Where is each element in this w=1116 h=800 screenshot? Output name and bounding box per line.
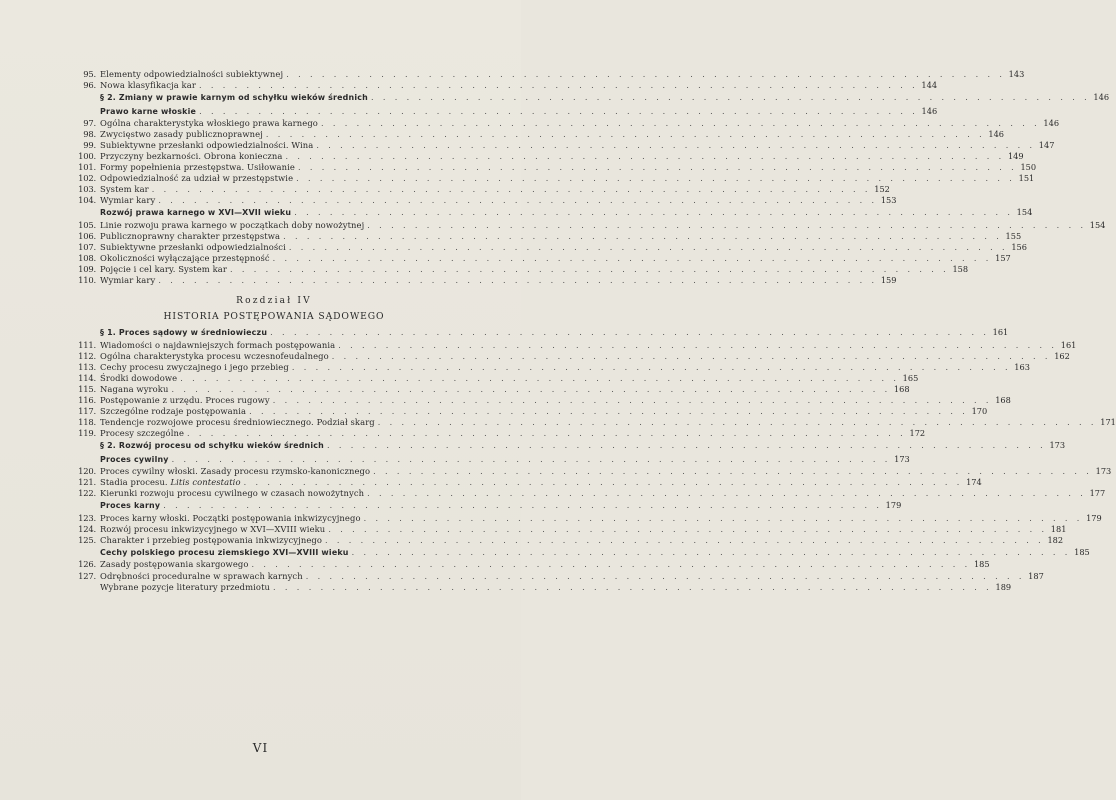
entry-title: Ogólna charakterystyka procesu wczesnofeudalnego [100,350,329,361]
page-reference: 146 [1093,92,1110,103]
page-reference: 150 [1020,162,1037,173]
page-reference: 152 [874,184,890,195]
page-reference: 146 [1043,118,1060,129]
dot-leader [199,105,918,119]
dot-leader [249,406,968,417]
page-reference: 173 [894,453,910,464]
entry-number: 100. [78,151,96,162]
page-reference: 168 [893,383,910,394]
page-reference: 174 [966,477,982,488]
toc-entry-row [78,184,890,195]
dot-leader [364,513,1083,524]
entry-number: 96. [83,80,96,91]
page-reference: 157 [995,253,1011,264]
toc-entry-row [78,195,897,206]
page-reference: 144 [921,80,938,91]
dot-leader [273,582,992,593]
dot-leader [306,571,1025,582]
page-reference: 146 [988,129,1005,140]
dot-leader [289,242,1008,253]
toc-entry-row [78,488,1106,499]
entry-title: Nagana wyroku [100,383,169,394]
entry-title: Subiektywne przesłanki odpowiedzialności. Wina [100,140,314,151]
entry-title: Publicznoprawny charakter przestępstwa [100,231,281,242]
dot-leader [283,231,1002,242]
entry-number: 107. [78,242,96,253]
toc-entry-row [78,80,938,91]
entry-title: Tendencje rozwojowe procesu średniowiecznego. Podział skarg [100,417,375,428]
entry-title: Stadia procesu. Litis contestatio [100,477,241,488]
dot-leader [371,91,1090,105]
entry-number: 121. [78,477,96,488]
toc-entry-row [78,581,1012,593]
page-reference: 149 [1007,151,1024,162]
toc-entry-row [78,383,910,395]
page-reference: 165 [902,372,919,383]
entry-title: Cechy procesu zwyczajnego i jego przebieg [100,361,289,372]
toc-heading-row [78,206,1033,220]
section-heading: Cechy polskiego procesu ziemskiego XVI—XVIII wieku [100,547,349,557]
dot-leader [367,488,1086,499]
entry-title: Rozwój procesu inkwizycyjnego w XVI—XVIII wieku [100,523,326,534]
entry-number: 102. [78,173,96,184]
dot-leader [325,535,1044,546]
entry-title: Elementy odpowiedzialności subiektywnej [100,69,284,79]
toc-heading-row [78,499,902,513]
page-reference: 161 [1060,339,1077,350]
entry-title: Wymiar kary [100,195,156,206]
entry-number: 119. [78,428,96,439]
entry-number: 112. [78,350,96,361]
entry-number: 103. [78,184,96,195]
toc-entry-row [78,129,1005,140]
page-reference: 181 [1050,523,1067,534]
toc-entry-row [78,242,1027,253]
dot-leader [172,453,891,467]
toc-entry-row [78,428,926,439]
section-heading: § 2. Zmiany w prawie karnym od schyłku wieków średnich [100,93,368,103]
dot-leader [373,466,1092,477]
page-reference: 172 [909,428,926,439]
toc-heading-row [78,439,1066,453]
dot-leader [294,206,1013,220]
toc-entry-row [78,394,1011,406]
entry-title: Zasady postępowania skargowego [100,559,249,570]
dot-leader [230,264,949,275]
entry-number: 104. [78,195,96,206]
section-heading: § 2. Rozwój procesu od schyłku wieków średnich [100,441,324,451]
dot-leader [187,428,906,439]
entry-title: Nowa klasyfikacja kar [100,80,196,91]
dot-leader [316,140,1035,151]
spacer [78,286,470,291]
entry-number: 111. [78,339,96,350]
toc-entry-row [78,275,897,286]
page-reference: 163 [1014,361,1030,372]
entry-number: 108. [78,253,96,264]
toc-entry-row [78,361,1030,373]
toc-entry-row [78,570,1044,582]
table-of-contents [78,69,1116,593]
entry-number: 120. [78,466,96,477]
page-reference: 159 [880,275,897,286]
entry-number: 109. [78,264,96,275]
page-reference: 185 [1074,546,1090,557]
page-number-roman: VI [252,741,269,755]
entry-title: Pojęcie i cel kary. System kar [100,264,227,275]
toc-entry-row [78,512,1102,524]
page-reference: 151 [1018,173,1035,184]
toc-heading-row [78,326,1009,340]
page-reference: 189 [995,581,1012,592]
dot-leader [158,275,877,286]
entry-number: 122. [78,488,96,499]
entry-number: 117. [78,406,96,417]
chapter-label: Rozdział IV [236,296,312,307]
dot-leader [328,524,1047,535]
dot-leader [163,499,882,513]
entry-number: 125. [78,534,96,545]
entry-title: Wiadomości o najdawniejszych formach postępowania [100,339,336,350]
entry-number: 105. [78,219,96,230]
toc-heading-row [78,453,910,467]
entry-title: Formy popełnienia przestępstwa. Usiłowanie [100,162,295,173]
dot-leader [273,253,992,264]
dot-leader [367,220,1086,231]
dot-leader [298,162,1017,173]
entry-number: 123. [78,512,96,523]
page-reference: 162 [1054,350,1070,361]
entry-number: 116. [78,394,96,405]
entry-number: 113. [78,361,96,372]
dot-leader [251,559,970,570]
page-reference: 156 [1011,242,1027,253]
toc-entry-row [78,559,990,570]
entry-number: 99. [83,140,96,151]
entry-title: Proces karny włoski. Początki postępowania inkwizycyjnego [100,512,361,523]
dot-leader [171,384,890,395]
entry-number: 127. [78,570,96,581]
section-heading: Proces cywilny [100,454,169,464]
entry-title: Wymiar kary [100,275,156,286]
page-reference: 153 [880,195,897,206]
toc-entry-row [78,534,1064,546]
page-reference: 168 [995,394,1011,405]
page-reference: 154 [1016,207,1033,218]
entry-title: Charakter i przebieg postępowania inkwizycyjnego [100,534,322,545]
toc-heading-row [78,91,1110,105]
dot-leader [286,69,1005,80]
dot-leader [152,184,871,195]
page-reference: 177 [1089,488,1106,499]
toc-entry-row [78,118,1060,129]
dot-leader [244,477,963,488]
entry-title: Subiektywne przesłanki odpowiedzialności [100,242,286,253]
dot-leader [296,173,1015,184]
dot-leader [338,340,1057,351]
dot-leader [321,118,1040,129]
dot-leader [158,195,877,206]
entry-number: 126. [78,559,96,570]
section-heading: Prawo karne włoskie [100,106,197,116]
toc-entry-row [78,162,1037,173]
toc-entry-row [78,477,982,488]
toc-entry-row [78,151,1024,162]
toc-entry-row [78,173,1035,184]
page-reference: 143 [1008,69,1025,79]
section-heading: § 1. Proces sądowy w średniowieczu [100,328,268,338]
entry-title: Procesy szczególne [100,428,185,439]
latin-term: Litis contestatio [170,477,241,488]
page-reference: 154 [1089,219,1106,230]
page-reference: 147 [1038,140,1055,151]
toc-heading-row [78,546,1090,560]
entry-title: Postępowanie z urzędu. Proces rugowy [100,394,270,405]
dot-leader [332,351,1051,362]
entry-number: 101. [78,162,96,173]
section-heading: Rozwój prawa karnego w XVI—XVII wieku [100,208,292,218]
page-reference: 146 [921,105,938,116]
toc-entry-row [78,406,988,417]
entry-title: Odpowiedzialność za udział w przestępstwie [100,173,294,184]
page-reference: 158 [952,264,969,275]
toc-entry-row [78,350,1070,362]
dot-leader [352,546,1071,560]
entry-title: Kierunki rozwoju procesu cywilnego w czasach nowożytnych [100,488,365,499]
entry-title: Ogólna charakterystyka włoskiego prawa karnego [100,118,318,129]
entry-number: 110. [78,275,96,286]
page-reference: 155 [1005,231,1022,242]
entry-number: 106. [78,231,96,242]
toc-entry-row [78,231,1022,242]
dot-leader [180,373,899,384]
dot-leader [199,80,918,91]
page-reference: 187 [1028,570,1044,581]
section-heading: Proces karny [100,501,161,511]
entry-number: 97. [83,118,96,129]
entry-number: 95. [83,69,96,79]
dot-leader [270,326,989,340]
toc-entry-row [78,69,1025,80]
page-reference: 185 [973,559,990,570]
toc-entry-row [78,339,1077,351]
page-reference: 161 [992,327,1009,338]
page-reference: 179 [885,500,902,511]
entry-title: Linie rozwoju prawa karnego w początkach doby nowożytnej [100,219,365,230]
toc-heading-row [78,105,938,119]
toc-entry-row [78,466,1112,477]
entry-title: Wybrane pozycje literatury przedmiotu [100,581,271,592]
entry-title: Środki dowodowe [100,372,178,383]
entry-title: Przyczyny bezkarności. Obrona konieczna [100,151,283,162]
toc-entry-row [78,253,1011,264]
dot-leader [292,362,1011,373]
entry-title: Zwycięstwo zasady publicznoprawnej [100,129,263,140]
page-reference: 171 [1100,417,1116,428]
page-reference: 182 [1047,534,1064,545]
toc-entry-row [78,523,1067,535]
entry-title: Szczególne rodzaje postępowania [100,406,247,417]
entry-title: System kar [100,184,149,195]
page-reference: 179 [1086,512,1102,523]
page-reference: 173 [1095,466,1112,477]
dot-leader [266,129,985,140]
page-reference: 170 [971,406,988,417]
entry-number: 124. [78,523,96,534]
entry-title: Odrębności proceduralne w sprawach karnych [100,570,303,581]
toc-entry-row [78,140,1055,151]
entry-number: 115. [78,383,96,394]
entry-number: 118. [78,417,96,428]
entry-number: 98. [83,129,96,140]
entry-title: Okoliczności wyłączające przestępność [100,253,270,264]
dot-leader [273,395,992,406]
entry-number: 114. [78,372,96,383]
chapter-title: HISTORIA POSTĘPOWANIA SĄDOWEGO [163,311,385,323]
toc-entry-row [78,219,1106,231]
toc-entry-row [78,264,969,275]
toc-block-criminal-law [78,69,1110,286]
entry-title: Proces cywilny włoski. Zasady procesu rzymsko-kanonicznego [100,466,371,477]
page-reference: 173 [1049,440,1066,451]
toc-entry-row [78,417,1116,428]
toc-entry-row [78,372,919,384]
toc-block-procedure [78,326,1116,592]
dot-leader [378,417,1097,428]
dot-leader [327,439,1046,453]
dot-leader [286,151,1005,162]
